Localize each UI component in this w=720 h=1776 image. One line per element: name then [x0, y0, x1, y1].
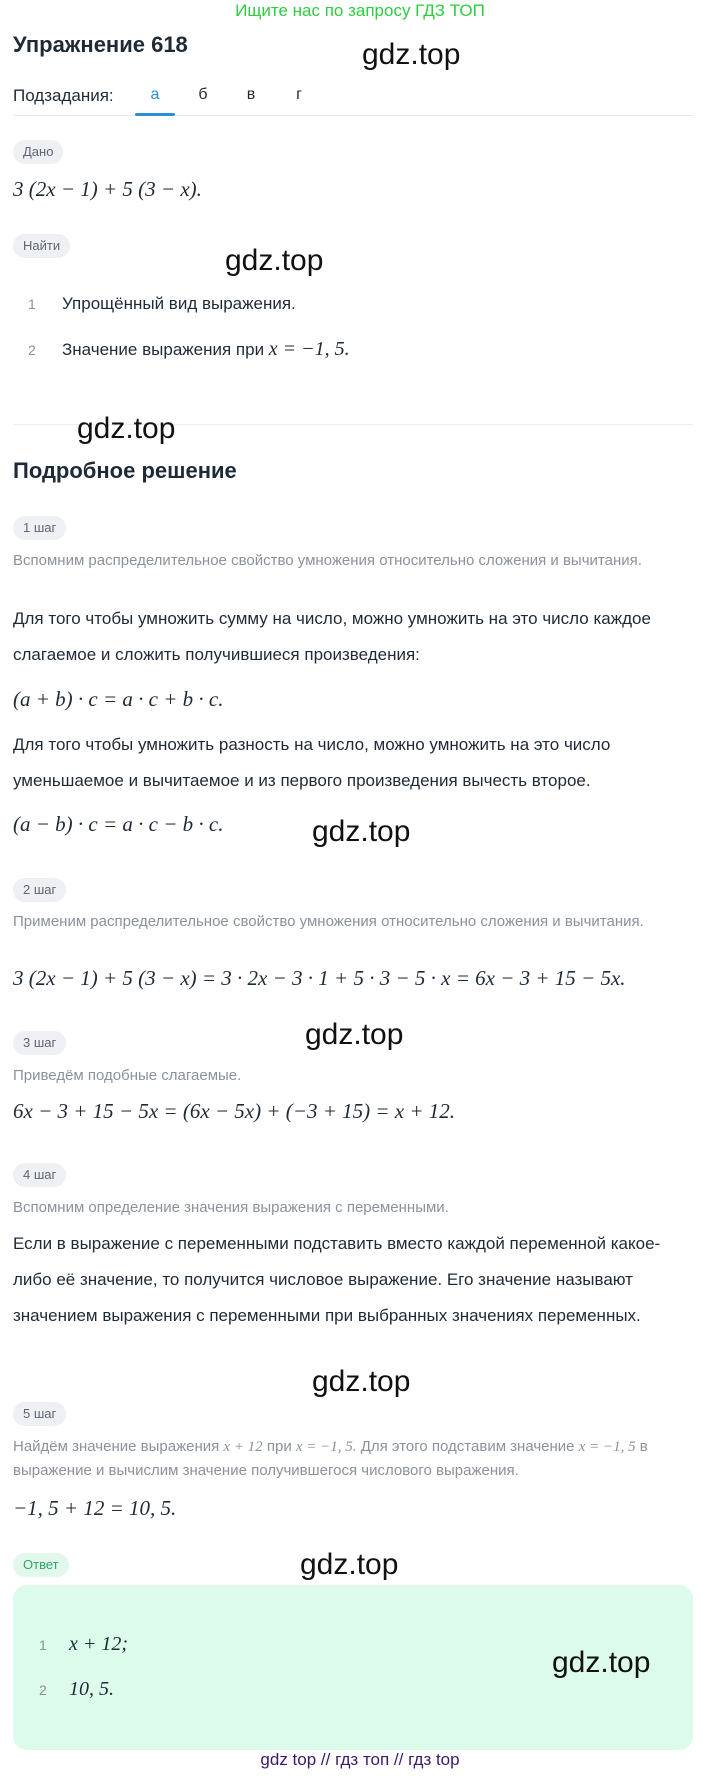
step-5-note-math: x + 12 — [223, 1439, 263, 1455]
answer-item-text: x + 12; — [69, 1633, 129, 1655]
find-item-text: Значение выражения при — [62, 340, 269, 359]
step-4-paragraph: Если в выражение с переменными подставить вместо каждой переменной какое-либо её значение, то получится числовое выражение. Его значение называют значением выражения с переменными при выбранных значениях переменных. — [13, 1234, 661, 1325]
watermark: gdz.top — [305, 1018, 404, 1051]
tab-v[interactable]: в — [246, 86, 256, 103]
solution-title: Подробное решение — [13, 458, 237, 483]
step-2-pill: 2 шаг — [13, 878, 66, 902]
find-item-text: Упрощённый вид выражения. — [62, 294, 296, 313]
step-3-formula: 6x − 3 + 15 − 5x = (6x − 5x) + (−3 + 15) = x + 12. — [13, 1099, 456, 1123]
find-item-number: 2 — [28, 342, 36, 358]
step-2-formula: 3 (2x − 1) + 5 (3 − x) = 3 · 2x − 3 · 1 + 5 · 3 − 5 · x = 6x − 3 + 15 − 5x. — [13, 966, 626, 990]
answer-pill: Ответ — [13, 1553, 69, 1577]
tab-a[interactable]: а — [150, 86, 160, 103]
find-item — [13, 338, 350, 361]
subtasks-bar — [13, 82, 693, 116]
find-pill: Найти — [13, 234, 70, 258]
step-5-pill: 5 шаг — [13, 1402, 66, 1426]
step-5-note-text: в выражение и вычислим значение получившегося числового выражения. — [13, 1438, 648, 1479]
watermark: gdz.top — [77, 412, 176, 445]
top-banner: Ищите нас по запросу ГДЗ ТОП — [235, 1, 485, 20]
given-expression: 3 (2x − 1) + 5 (3 − x). — [13, 177, 202, 201]
find-item-number: 1 — [28, 296, 36, 312]
step-1-formula-sum: (a + b) · c = a · c + b · c. — [13, 687, 224, 711]
step-2-note: Применим распределительное свойство умножения относительно сложения и вычитания. — [13, 913, 644, 930]
find-item — [13, 294, 296, 314]
step-1-paragraph-2: Для того чтобы умножить разность на число, можно умножить на это число уменьшаемое и вычитаемое и из первого произведения вычесть второе. — [13, 735, 611, 790]
step-1-pill: 1 шаг — [13, 516, 66, 540]
watermark: gdz.top — [312, 815, 411, 848]
step-5-note-math: x = −1, 5 — [578, 1439, 636, 1455]
step-5-note-text: Для этого подставим значение — [356, 1438, 579, 1455]
answer-item-text: 10, 5. — [69, 1678, 114, 1700]
step-5-note-math: x = −1, 5. — [295, 1439, 357, 1455]
page-title: Упражнение 618 — [13, 32, 188, 57]
watermark: gdz.top — [362, 38, 461, 71]
step-1-note: Вспомним распределительное свойство умножения относительно сложения и вычитания. — [13, 552, 642, 569]
answer-item — [39, 1678, 114, 1701]
find-item-math: x = −1, 5. — [268, 338, 350, 360]
watermark: gdz.top — [312, 1365, 411, 1398]
step-5-note-text: при — [262, 1438, 296, 1455]
answer-item — [39, 1633, 128, 1656]
tab-g[interactable]: г — [296, 86, 302, 103]
active-tab-indicator — [135, 113, 175, 116]
footer-links[interactable]: gdz top // гдз топ // гдз top — [260, 1750, 460, 1769]
answer-box — [13, 1585, 693, 1750]
step-5-note — [13, 1435, 693, 1482]
answer-item-number: 2 — [39, 1682, 47, 1698]
step-4-pill: 4 шаг — [13, 1163, 66, 1187]
watermark: gdz.top — [300, 1548, 399, 1581]
step-1-paragraph: Для того чтобы умножить сумму на число, можно умножить на это число каждое слагаемое и сложить получившиеся произведения: — [13, 609, 651, 664]
step-3-note: Приведём подобные слагаемые. — [13, 1067, 242, 1084]
step-3-pill: 3 шаг — [13, 1031, 66, 1055]
given-pill: Дано — [13, 140, 63, 164]
step-5-formula: −1, 5 + 12 = 10, 5. — [13, 1496, 177, 1520]
tab-b[interactable]: б — [198, 86, 208, 103]
step-5-note-text: Найдём значение выражения — [13, 1438, 224, 1455]
watermark: gdz.top — [225, 244, 324, 277]
watermark: gdz.top — [552, 1646, 651, 1679]
subtasks-label: Подзадания: — [13, 86, 114, 105]
step-1-formula-diff: (a − b) · c = a · c − b · c. — [13, 812, 224, 836]
answer-item-number: 1 — [39, 1637, 47, 1653]
step-4-note: Вспомним определение значения выражения с переменными. — [13, 1199, 449, 1216]
